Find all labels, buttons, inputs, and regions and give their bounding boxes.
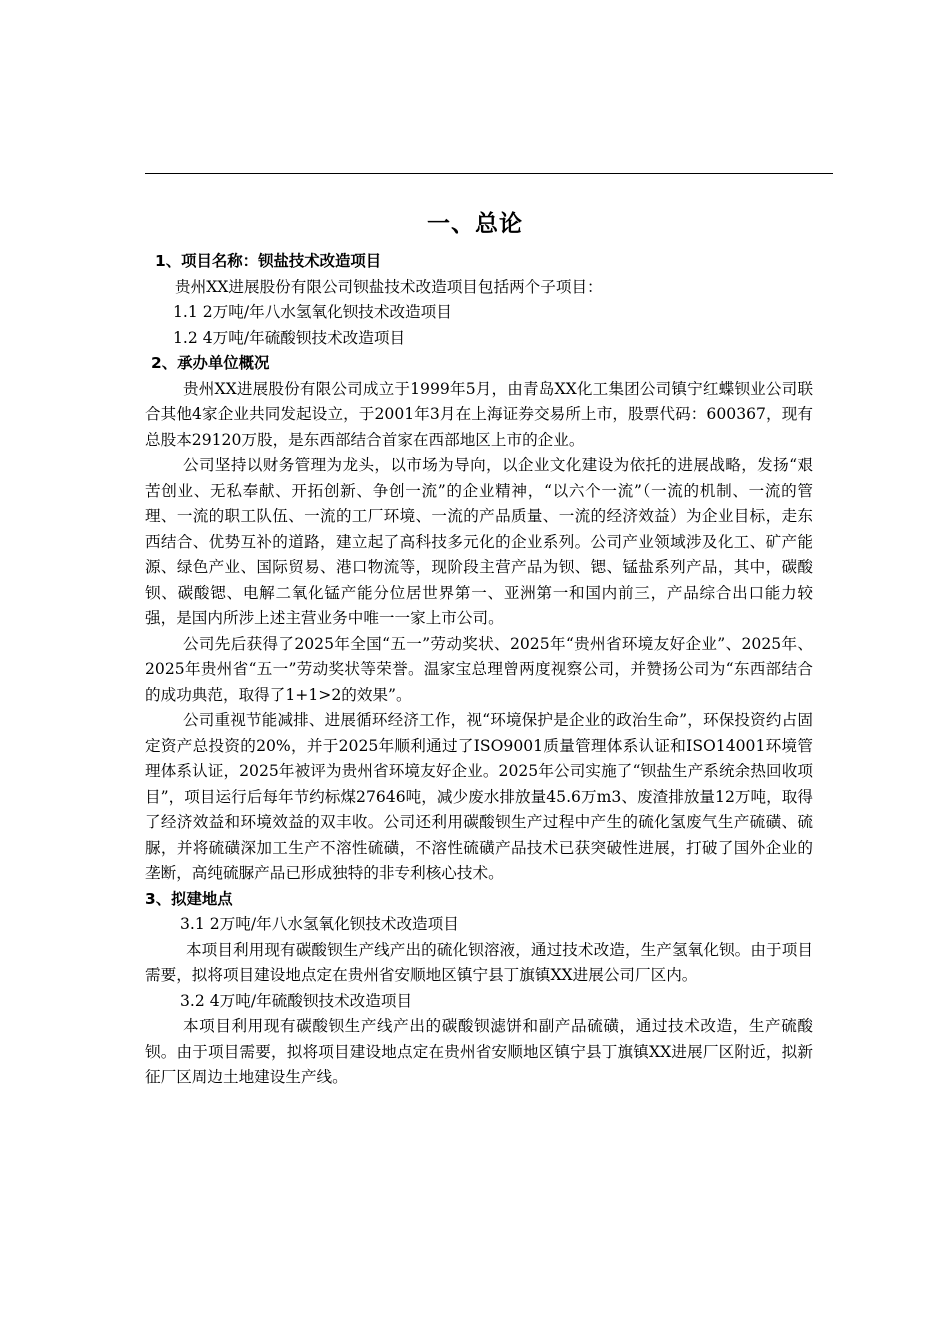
section-3-sub-1-heading: 3.1 2万吨/年八水氢氧化钡技术改造项目	[180, 915, 459, 933]
section-2-paragraph-3: 公司先后获得了2025年全国“五一”劳动奖状、2025年“贵州省环境友好企业”、2025年、2025年贵州省“五一”劳动奖状等荣誉。温家宝总理曾两度视察公司，并赞扬公司为“东西部结合的成功典范，取得了1+1>2的效果”。	[145, 634, 813, 704]
section-1-item-1: 1.1 2万吨/年八水氢氧化钡技术改造项目	[173, 303, 452, 321]
section-3-heading: 3、拟建地点	[145, 889, 233, 908]
section-2-paragraph-1: 贵州XX进展股份有限公司成立于1999年5月，由青岛XX化工集团公司镇宁红蝶钡业公司联合其他4家企业共同发起设立，于2001年3月在上海证券交易所上市，股票代码：600367，现有总股本29120万股，是东西部结合首家在西部地区上市的企业。	[145, 379, 813, 449]
section-3-sub-1-text: 本项目利用现有碳酸钡生产线产出的硫化钡溶液，通过技术改造，生产氢氧化钡。由于项目需要，拟将项目建设地点定在贵州省安顺地区镇宁县丁旗镇XX进展公司厂区内。	[145, 940, 813, 984]
header-rule	[145, 173, 833, 174]
section-3-sub-2-text: 本项目利用现有碳酸钡生产线产出的碳酸钡滤饼和副产品硫磺，通过技术改造，生产硫酸钡。由于项目需要，拟将项目建设地点定在贵州省安顺地区镇宁县丁旗镇XX进展厂区附近，拟新征厂区周边土地建设生产线。	[145, 1017, 813, 1086]
section-1-item-2: 1.2 4万吨/年硫酸钡技术改造项目	[173, 328, 406, 347]
chapter-title: 一、总论	[427, 211, 523, 237]
section-2-paragraph-4: 公司重视节能减排、进展循环经济工作，视“环境保护是企业的政治生命”，环保投资约占固定资产总投资的20%，并于2025年顺利通过了ISO9001质量管理体系认证和ISO14001环境管理体系认证，2025年被评为贵州省环境友好企业。2025年公司实施了“钡盐生产系统余热回收项目”，项目运行后每年节约标煤27646吨，减少废水排放量45.6万m3、废渣排放量12万吨，取得了经济效益和环境效益的双丰收。公司还利用碳酸钡生产过程中产生的硫化氢废气生产硫磺、硫脲，并将硫磺深加工生产不溶性硫磺，不溶性硫磺产品技术已获突破性进展，打破了国外企业的垄断，高纯硫脲产品已形成独特的非专利核心技术。	[145, 711, 813, 882]
section-2-paragraph-2: 公司坚持以财务管理为龙头，以市场为导向，以企业文化建设为依托的进展战略，发扬“艰苦创业、无私奉献、开拓创新、争创一流”的企业精神，“以六个一流”（一流的机制、一流的管理、一流的职工队伍、一流的工厂环境、一流的产品质量、一流的经济效益）为企业目标，走东西结合、优势互补的道路，建立起了高科技多元化的企业系列。公司产业领域涉及化工、矿产能源、绿色产业、国际贸易、港口物流等，现阶段主营产品为钡、锶、锰盐系列产品，其中，碳酸钡、碳酸锶、电解二氧化锰产能分位居世界第一、亚洲第一和国内前三，产品综合出口能力较强，是国内所涉上述主营业务中唯一一家上市公司。	[145, 456, 813, 627]
section-2-heading: 2、承办单位概况	[151, 354, 270, 372]
section-1-heading: 1、项目名称：钡盐技术改造项目	[155, 252, 382, 270]
document-body	[145, 249, 813, 1091]
section-1-intro: 贵州XX进展股份有限公司钡盐技术改造项目包括两个子项目：	[175, 277, 603, 296]
section-3-sub-2-heading: 3.2 4万吨/年硫酸钡技术改造项目	[180, 991, 413, 1010]
